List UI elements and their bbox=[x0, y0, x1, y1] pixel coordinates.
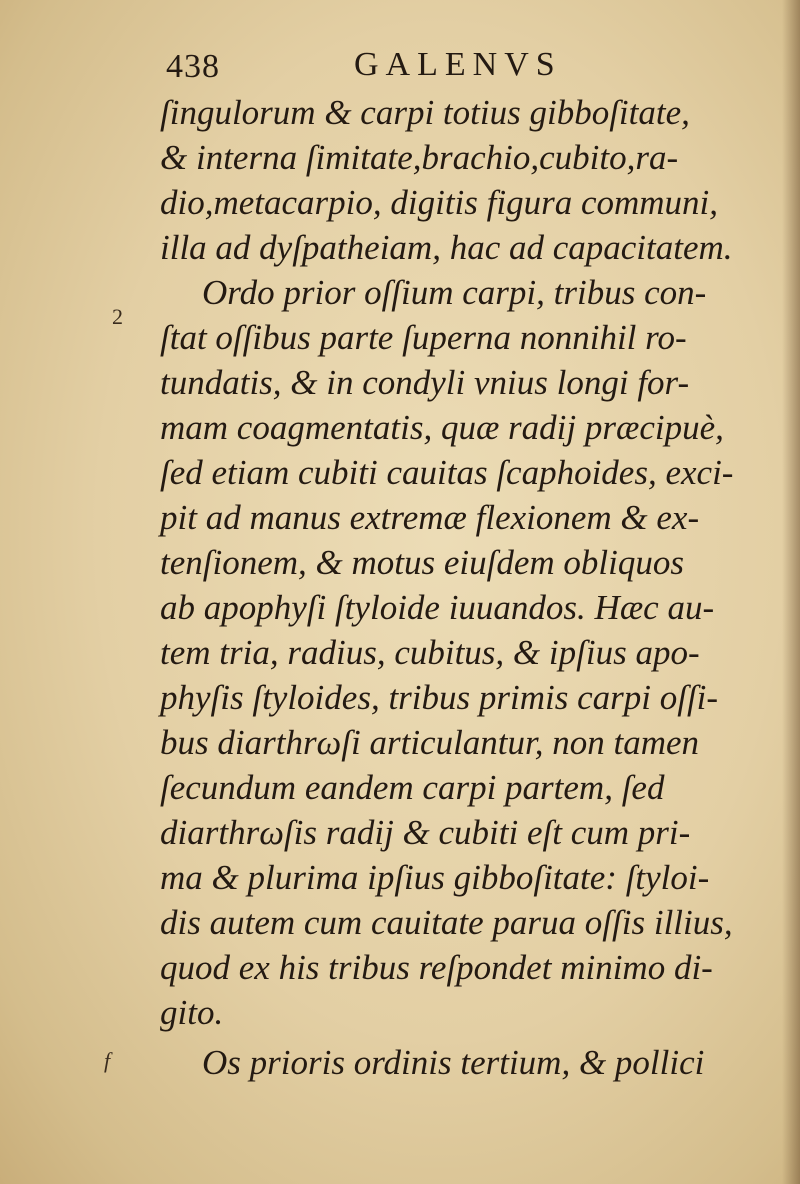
text-line: ſed etiam cubiti cauitas ſcaphoides, exci- bbox=[160, 453, 734, 492]
text-line: phyſis ſtyloides, tribus primis carpi oſſi- bbox=[160, 678, 719, 717]
text-line: dis autem cum cauitate parua oſſis illius, bbox=[160, 903, 733, 942]
page-edge-shadow bbox=[782, 0, 800, 1184]
margin-mark-f: f bbox=[104, 1048, 111, 1073]
text-line: diarthrωſis radij & cubiti eſt cum pri- bbox=[160, 813, 691, 852]
text-line: ſecundum eandem carpi partem, ſed bbox=[160, 768, 665, 807]
text-line: mam coagmentatis, quæ radij præcipuè, bbox=[160, 408, 724, 447]
text-line: ma & plurima ipſius gibboſitate: ſtyloi- bbox=[160, 858, 710, 897]
text-line: bus diarthrωſi articulantur, non tamen bbox=[160, 723, 700, 762]
text-line: Os prioris ordinis tertium, & pollici bbox=[202, 1043, 705, 1082]
text-line: quod ex his tribus reſpondet minimo di- bbox=[160, 948, 713, 987]
text-line: pit ad manus extremæ flexionem & ex- bbox=[160, 498, 700, 537]
text-line: Ordo prior oſſium carpi, tribus con- bbox=[202, 273, 707, 312]
running-head: GALENVS bbox=[354, 46, 562, 83]
text-line: tundatis, & in condyli vnius longi for- bbox=[160, 363, 690, 402]
text-line: tem tria, radius, cubitus, & ipſius apo- bbox=[160, 633, 700, 672]
text-line: ſingulorum & carpi totius gibboſitate, bbox=[160, 93, 690, 132]
text-line: & interna ſimitate,brachio,cubito,ra- bbox=[160, 138, 679, 177]
margin-mark-2: 2 bbox=[112, 304, 123, 329]
page-header bbox=[166, 44, 766, 94]
text-line: ſtat oſſibus parte ſuperna nonnihil ro- bbox=[160, 318, 687, 357]
text-line: dio,metacarpio, digitis figura communi, bbox=[160, 183, 719, 222]
text-line: tenſionem, & motus eiuſdem obliquos bbox=[160, 543, 684, 582]
page-number: 438 bbox=[166, 48, 220, 85]
text-line: gito. bbox=[160, 993, 224, 1032]
text-line: ab apophyſi ſtyloide iuuandos. Hæc au- bbox=[160, 588, 715, 627]
text-line: illa ad dyſpatheiam, hac ad capacitatem. bbox=[160, 228, 733, 267]
